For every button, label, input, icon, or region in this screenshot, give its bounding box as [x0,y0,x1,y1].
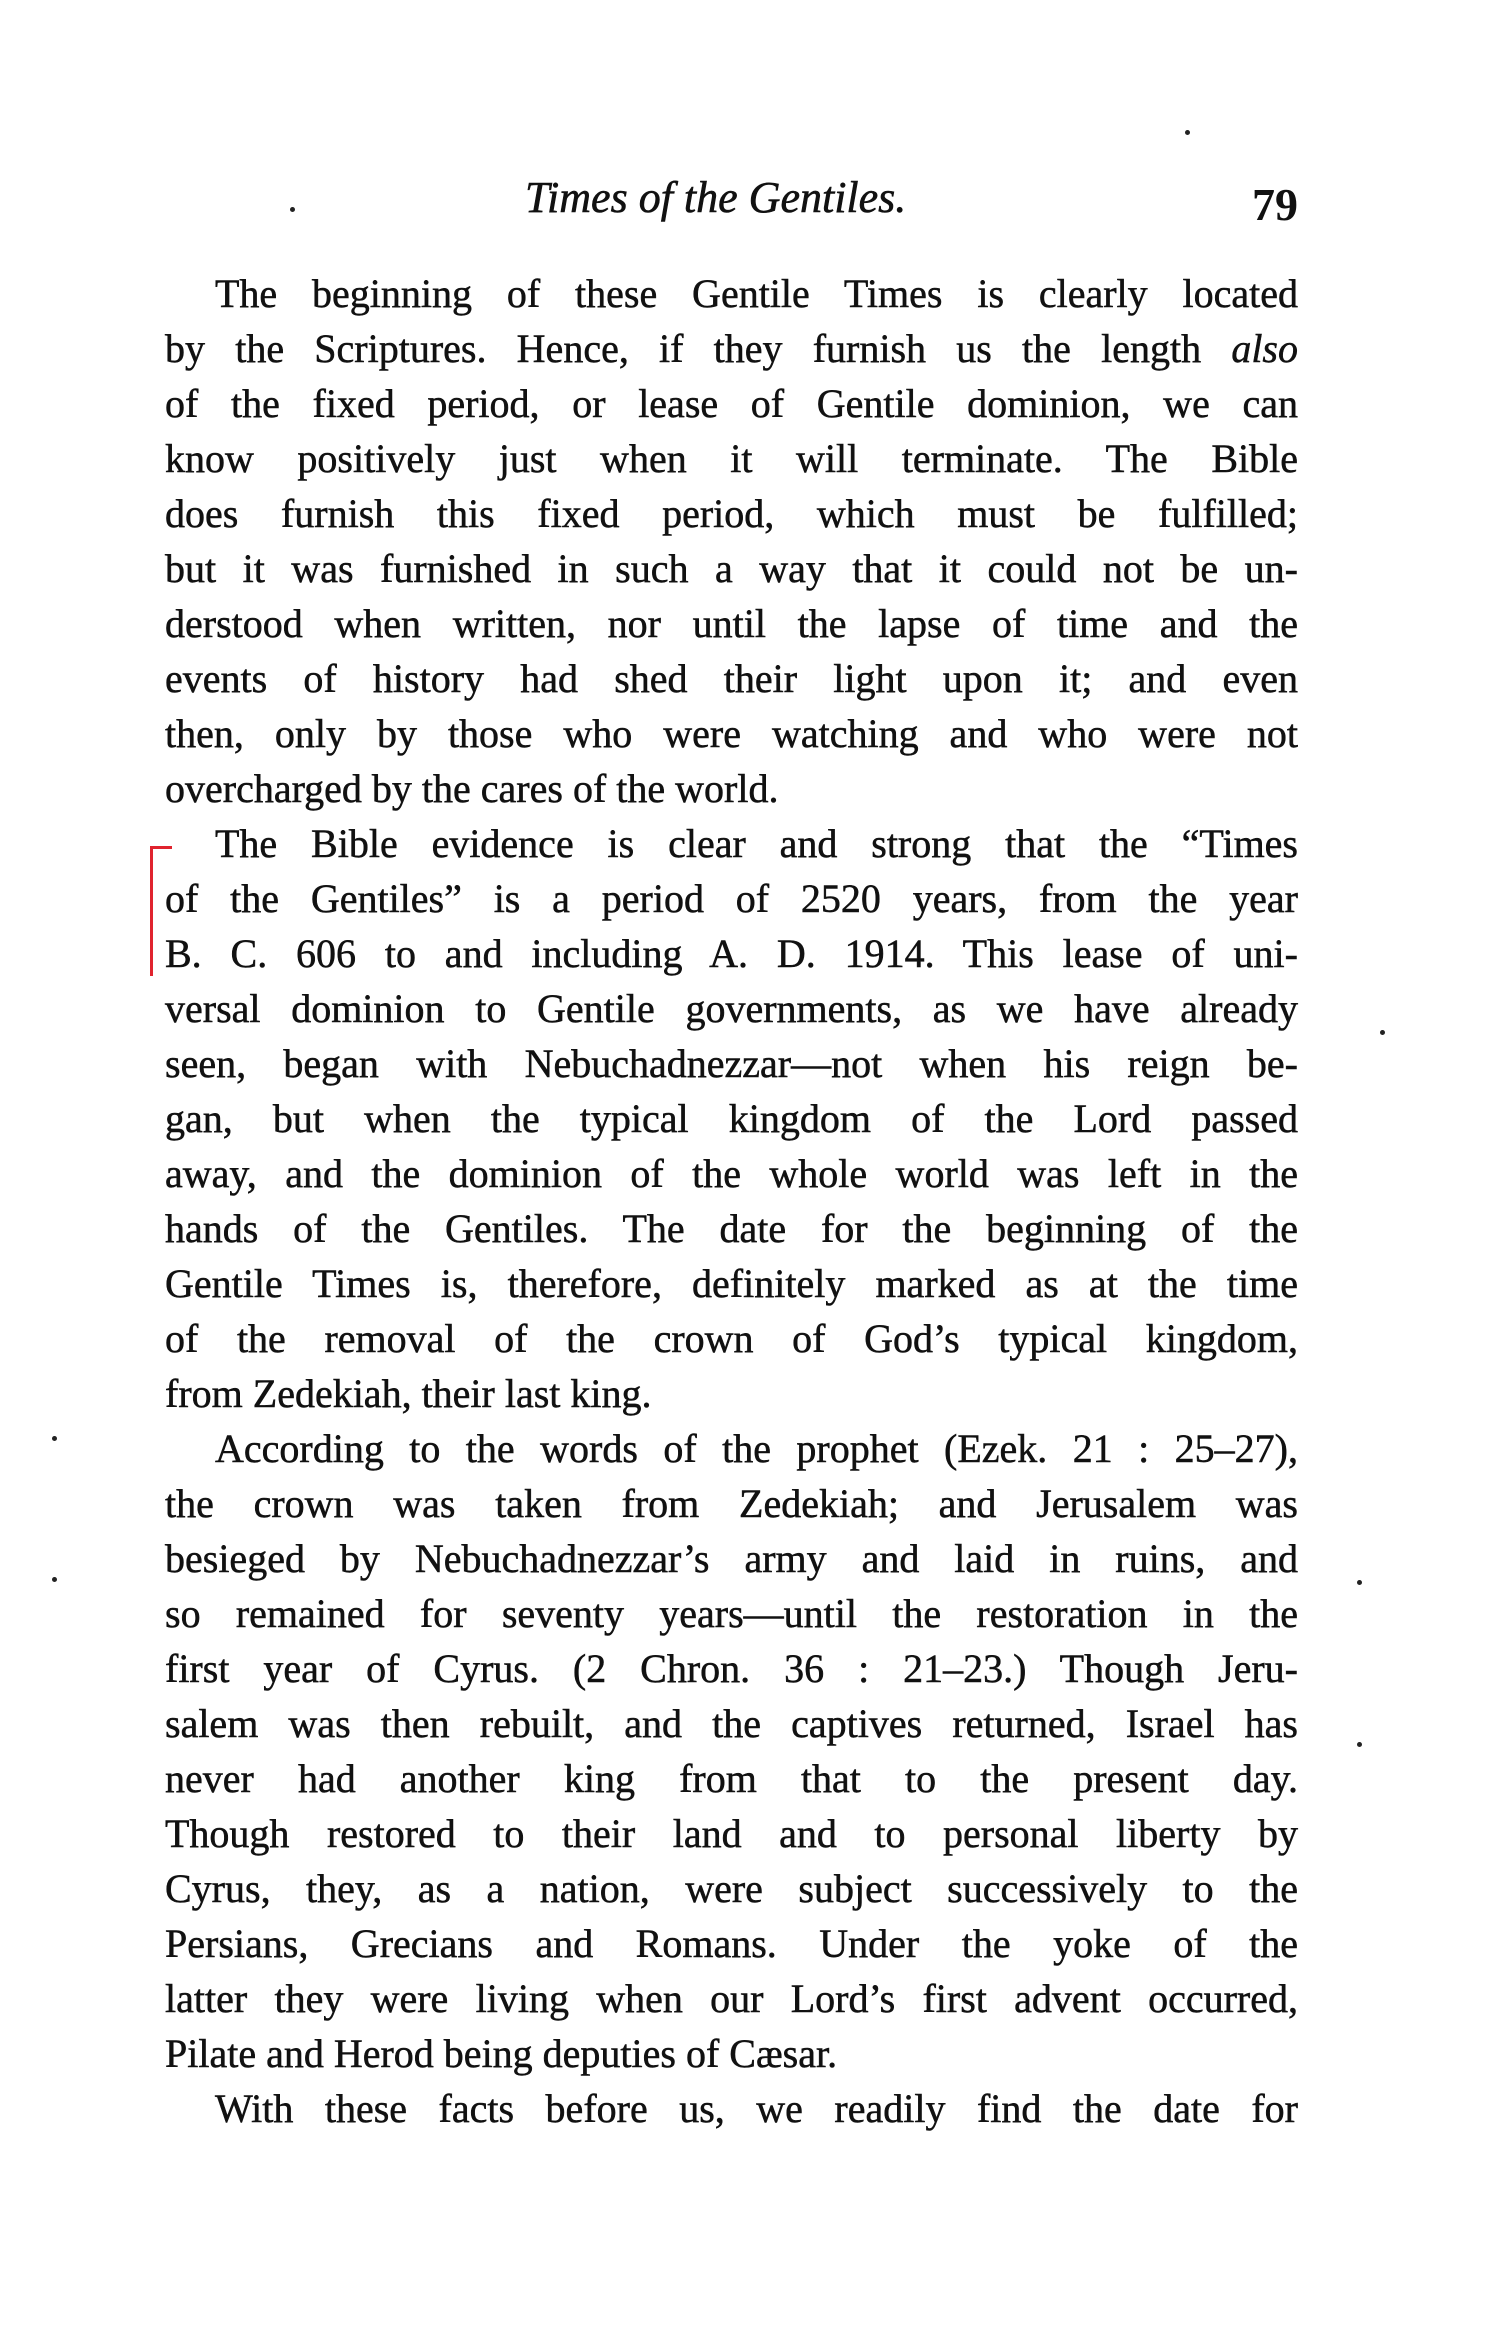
text-line: Persians, Grecians and Romans. Under the yoke of the [165,1921,1298,1966]
stray-dot [52,1577,57,1582]
text-line: the crown was taken from Zedekiah; and Jerusalem was [165,1481,1298,1526]
text-line: Though restored to their land and to personal liberty by [165,1811,1298,1856]
stray-dot [1380,1030,1385,1035]
stray-dot [1185,130,1190,135]
text-line: know positively just when it will terminate. The Bible [165,436,1298,481]
paragraph [165,2081,1298,2136]
text-line: of the removal of the crown of God’s typical kingdom, [165,1316,1298,1361]
text-line: latter they were living when our Lord’s first advent occurred, [165,1976,1298,2021]
stray-dot [290,207,295,212]
text-line: away, and the dominion of the whole world was left in the [165,1151,1298,1196]
text-line: so remained for seventy years—until the restoration in the [165,1591,1298,1636]
text-line: then, only by those who were watching and who were not [165,711,1298,756]
running-header [165,172,1298,232]
paragraph [165,816,1298,1421]
page-body [165,266,1298,2136]
paragraph [165,1421,1298,2081]
text-line: Pilate and Herod being deputies of Cæsar. [165,2031,838,2076]
text-line: versal dominion to Gentile governments, as we have already [165,986,1298,1031]
text-line: but it was furnished in such a way that it could not be un- [165,546,1298,591]
margin-mark-bracket [150,846,153,976]
text-line: of the Gentiles” is a period of 2520 years, from the year [165,876,1298,921]
text-line: overcharged by the cares of the world. [165,766,779,811]
text-line: besieged by Nebuchadnezzar’s army and laid in ruins, and [165,1536,1298,1581]
text-line: from Zedekiah, their last king. [165,1371,652,1416]
text-line: of the fixed period, or lease of Gentile dominion, we can [165,381,1298,426]
running-title: Times of the Gentiles. [525,173,907,222]
text-line: derstood when written, nor until the lapse of time and the [165,601,1298,646]
text-line: first year of Cyrus. (2 Chron. 36 : 21–23.) Though Jeru- [165,1646,1298,1691]
text-line: seen, began with Nebuchadnezzar—not when his reign be- [165,1041,1298,1086]
stray-dot [52,1436,57,1441]
text-line: never had another king from that to the present day. [165,1756,1298,1801]
stray-dot [1357,1580,1362,1585]
text-line: gan, but when the typical kingdom of the Lord passed [165,1096,1298,1141]
stray-dot [1357,1742,1362,1747]
text-line: The Bible evidence is clear and strong that the “Times [215,821,1298,866]
text-line: Gentile Times is, therefore, definitely marked as at the time [165,1261,1298,1306]
text-line: According to the words of the prophet (Ezek. 21 : 25–27), [215,1426,1298,1471]
text-line: Cyrus, they, as a nation, were subject successively to the [165,1866,1298,1911]
text-line: salem was then rebuilt, and the captives returned, Israel has [165,1701,1298,1746]
italic-emphasis: also [1231,326,1298,371]
page-number: 79 [1252,179,1298,230]
text-line: With these facts before us, we readily find the date for [215,2086,1298,2131]
text-line: events of history had shed their light upon it; and even [165,656,1298,701]
text-line: by the Scriptures. Hence, if they furnish us the length also [165,326,1298,371]
text-line: hands of the Gentiles. The date for the beginning of the [165,1206,1298,1251]
text-line: B. C. 606 to and including A. D. 1914. This lease of uni- [165,931,1298,976]
text-line: The beginning of these Gentile Times is clearly located [215,271,1298,316]
text-line: does furnish this fixed period, which must be fulfilled; [165,491,1298,536]
paragraph [165,266,1298,816]
